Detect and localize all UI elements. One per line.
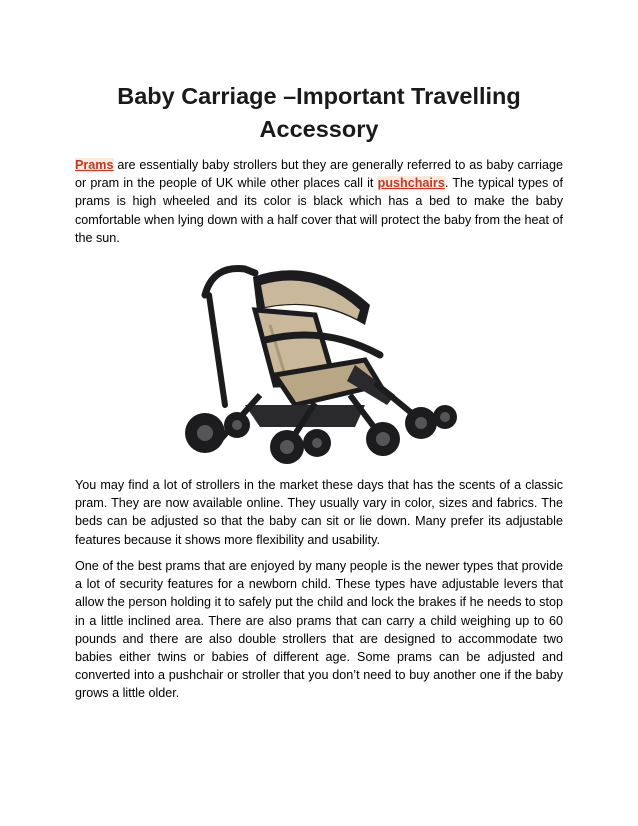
paragraph-strollers: You may find a lot of strollers in the market these days that has the scents of a classic pram. They are now available online. They usually vary in color, sizes and fabrics. The beds can be adjusted so that the baby can sit or lie down. Many prefer its adjustable features because it shows more flexibility and usability.	[75, 478, 563, 547]
paragraph-intro-text-1: are essentially baby strollers but they are generally referred to as baby carriage or pram in the people of UK while other places call it	[75, 158, 563, 191]
paragraph-features: One of the best prams that are enjoyed by many people is the newer types that provide a lot of security features for a newborn child. These types have adjustable levers that allow the person holding it to safely put the child and lock the brakes if he needs to stop in a little inclined area. There are also prams that can carry a child weighing up to 60 pounds and there are also double strollers that are designed to accommodate two babies either twins or babies of different age. Some prams can be adjusted and converted into a pushchair or stroller that you don’t need to buy another one if the baby grows a little older.	[75, 559, 563, 701]
prams-link[interactable]: Prams	[75, 158, 114, 172]
document-title: Baby Carriage –Important Travelling Accessory	[117, 83, 521, 142]
stroller-photo	[165, 255, 465, 465]
paragraph-intro-text-2: . The typical types of prams is high wheeled and its color is black which has a bed to make the baby comfortable when lying down with a half cover that will protect the baby from the heat of the sun.	[75, 176, 563, 245]
paragraph-intro	[75, 156, 563, 247]
pushchairs-link[interactable]: pushchairs	[377, 176, 445, 191]
